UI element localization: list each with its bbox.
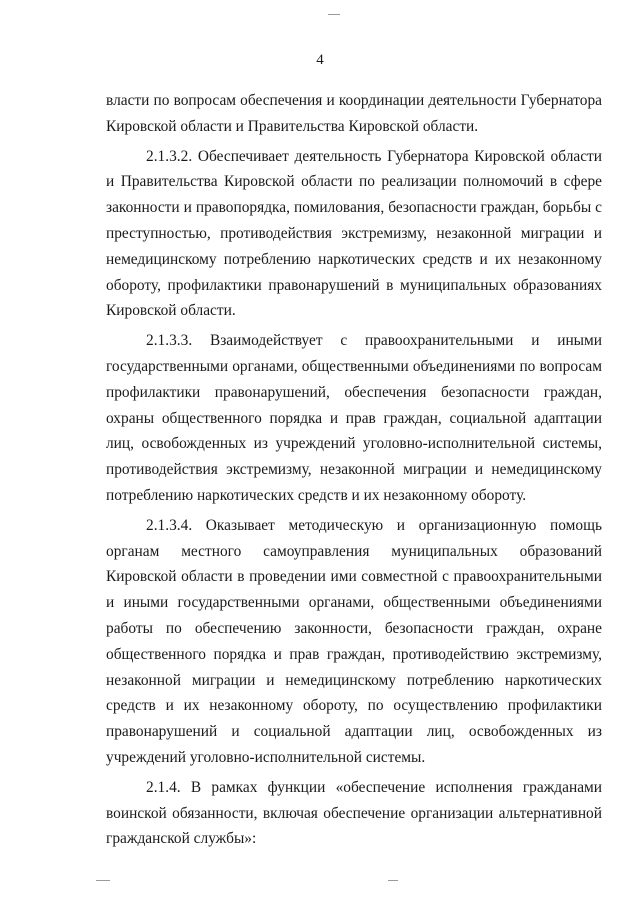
paragraph-2-1-3-4: 2.1.3.4. Оказывает методическую и организационную помощь органам местного самоуправления муниципальных образований Кировской области в проведении ими совместной с правоохранительными и иными государственными органами, общественными объединениями работы по обеспечению законности, безопасности граждан, охране общественного порядка и прав граждан, противодействию экстремизму, незаконной миграции и немедицинскому потреблению наркотических средств и их незаконному обороту, по осуществлению профилактики правонарушений и социальной адаптации лиц, освобожденных из учреждений уголовно-исполнительной системы. xyxy=(106,516,602,766)
paragraph-2-1-3-3: 2.1.3.3. Взаимодействует с правоохранительными и иными государственными органами, общественными объединениями по вопросам профилактики правонарушений, обеспечения безопасности граждан, охраны общественного порядка и прав граждан, социальной адаптации лиц, освобожденных из учреждений уголовно-исполнительной системы, противодействия экстремизму, незаконной миграции и немедицинскому потреблению наркотических средств и их незаконному обороту. xyxy=(106,332,602,504)
scan-artifact-bottom-left xyxy=(96,880,110,881)
scan-artifact-top xyxy=(328,14,340,15)
scan-artifact-bottom-center xyxy=(388,880,398,881)
document-body xyxy=(106,88,602,856)
page-number: 4 xyxy=(316,52,324,68)
paragraph-continuation: власти по вопросам обеспечения и координации деятельности Губернатора Кировской области и Правительства Кировской области. xyxy=(106,92,602,135)
paragraph-2-1-4: 2.1.4. В рамках функции «обеспечение исполнения гражданами воинской обязанности, включая обеспечение организации альтернативной гражданской службы»: xyxy=(106,778,602,848)
paragraph-2-1-3-2: 2.1.3.2. Обеспечивает деятельность Губернатора Кировской области и Правительства Кировской области по реализации полномочий в сфере законности и правопорядка, помилования, безопасности граждан, борьбы с преступностью, противодействия экстремизму, незаконной миграции и немедицинскому потреблению наркотических средств и их незаконному обороту, профилактики правонарушений в муниципальных образованиях Кировской области. xyxy=(106,147,602,320)
